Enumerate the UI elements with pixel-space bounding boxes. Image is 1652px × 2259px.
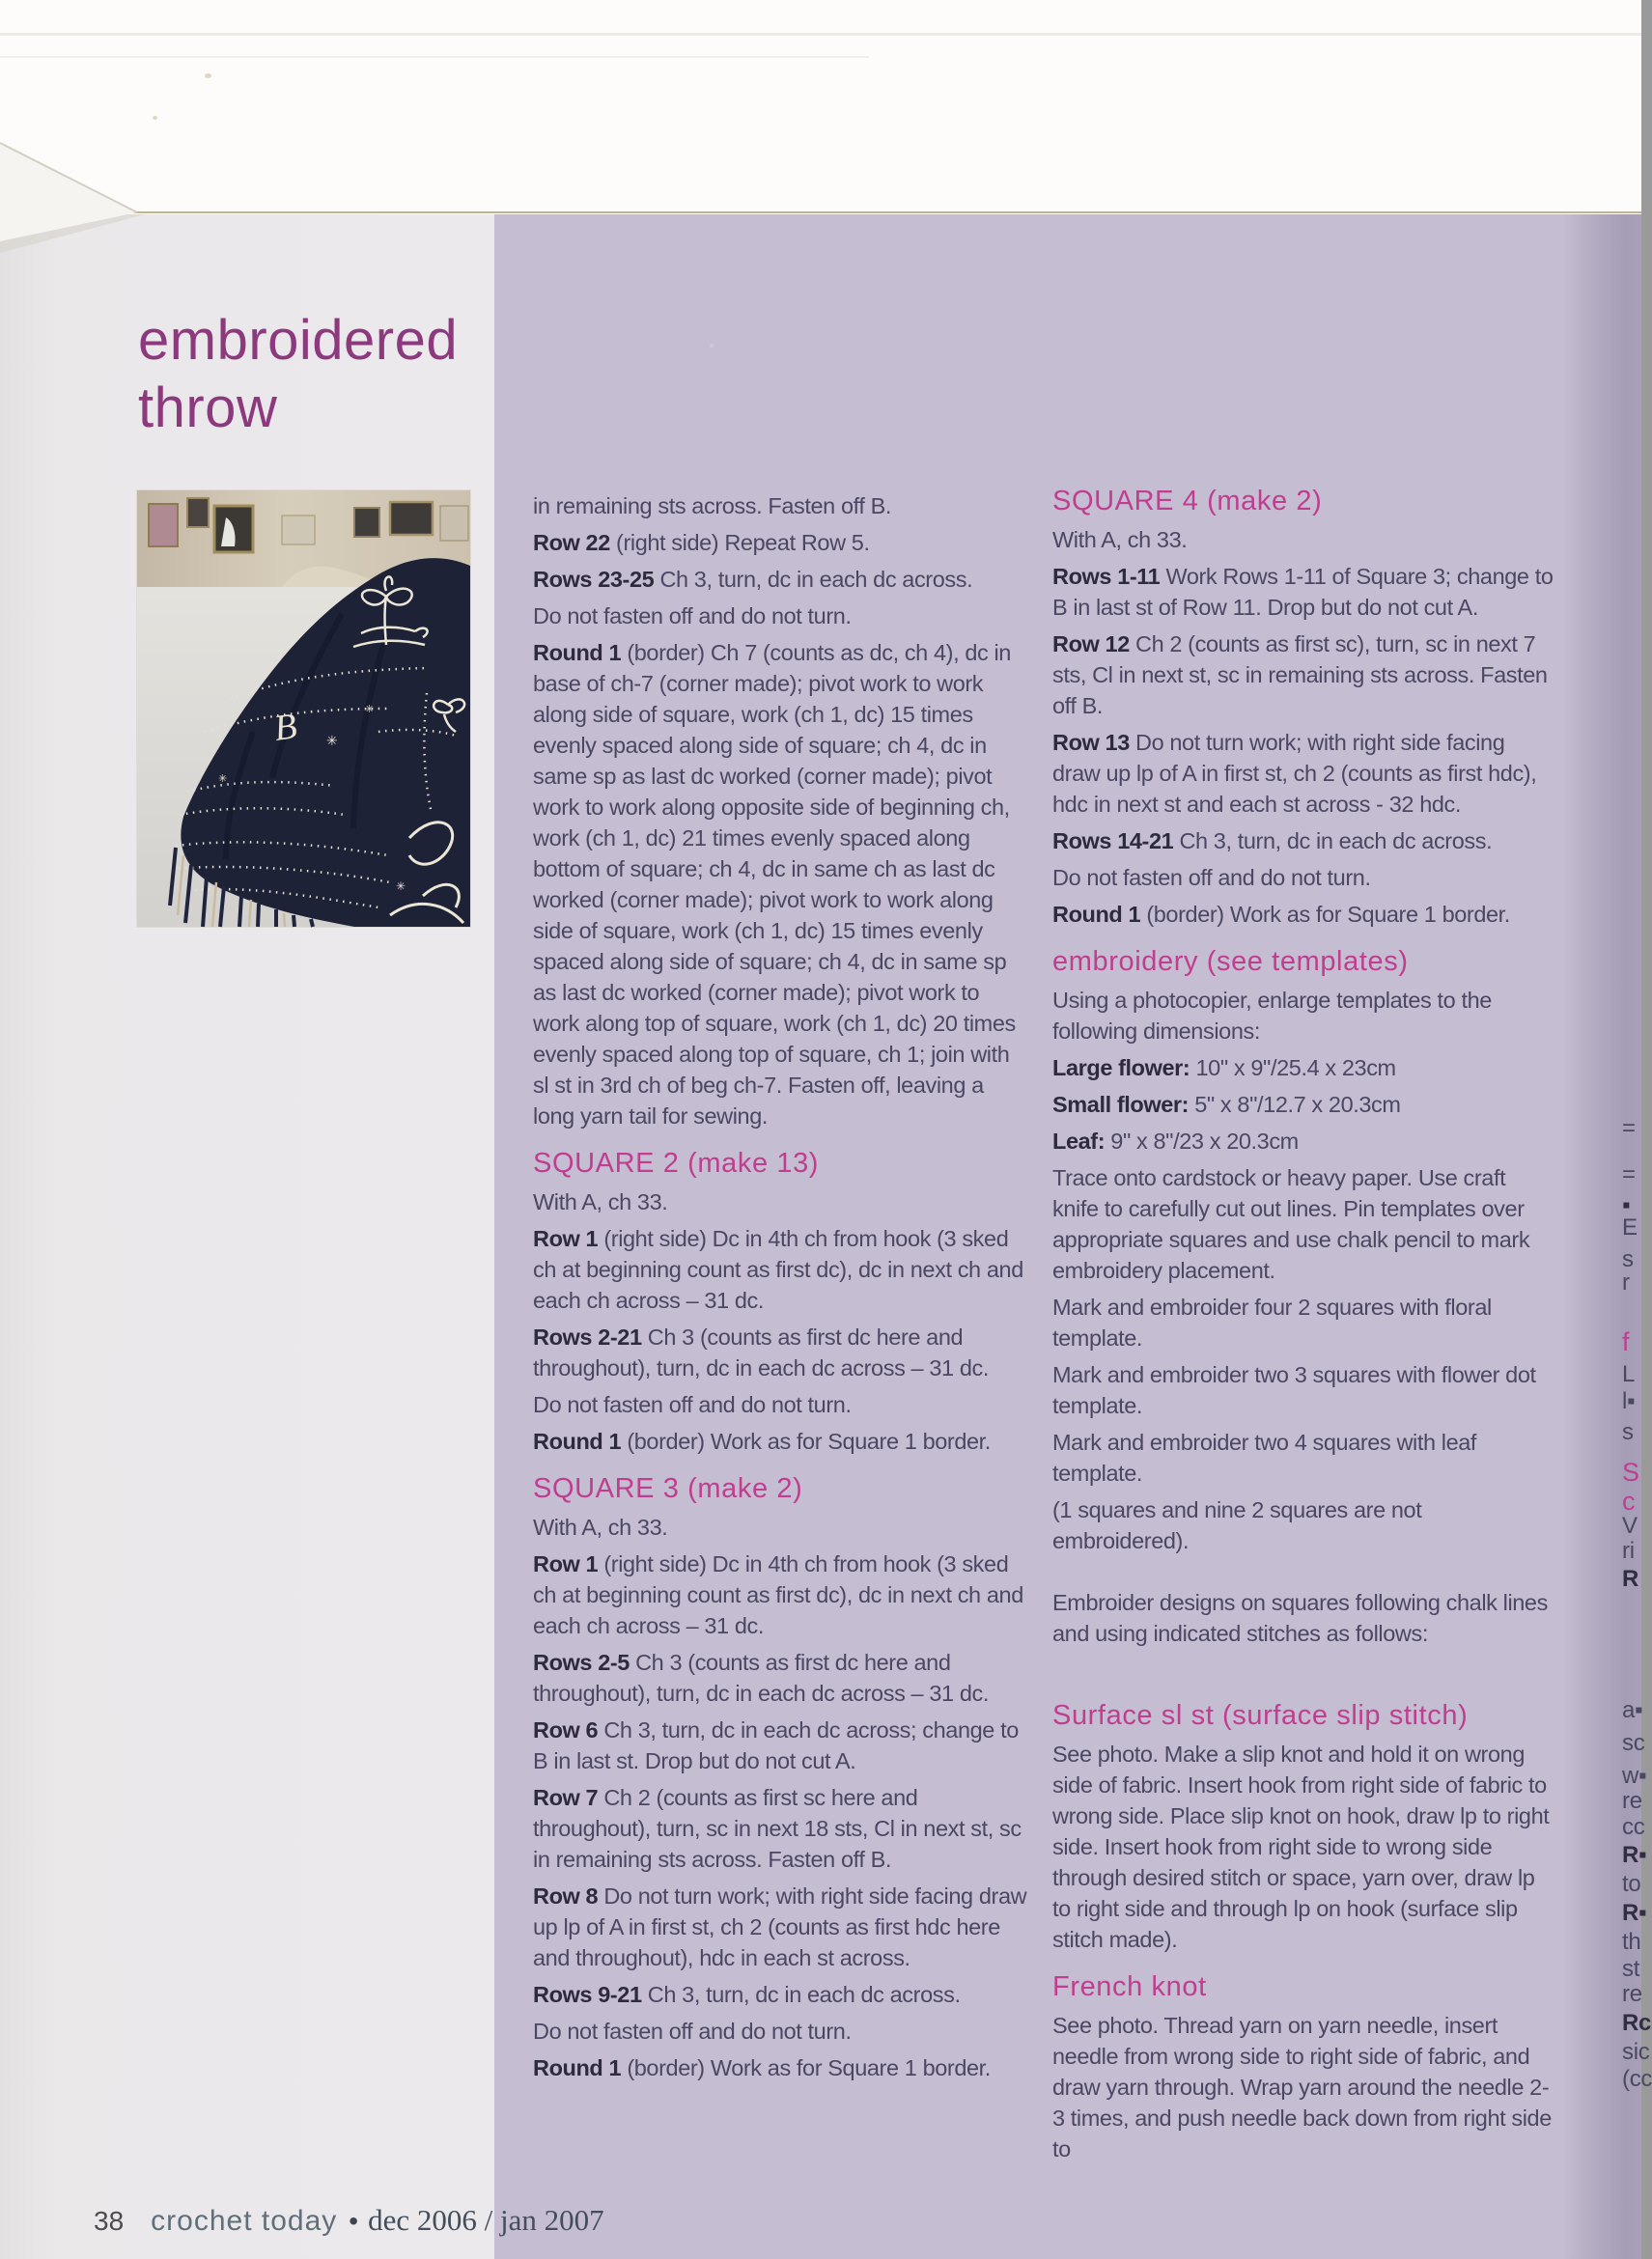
gutter-text-fragment: ri	[1622, 1538, 1635, 1564]
row-label: Row 7	[533, 1785, 604, 1810]
pattern-paragraph: See photo. Make a slip knot and hold it on wrong side of fabric. Insert hook from right side of fabric to wrong side. Place slip knot on hook, draw lp to right side. Insert hook from right side to wrong side through desired stitch or space, yarn over, draw lp to right side and through lp on hook (surface slip stitch made).	[1052, 1742, 1550, 1952]
pattern-paragraph: Round 1 (border) Work as for Square 1 border.	[1052, 902, 1510, 927]
svg-text:✳: ✳	[365, 704, 375, 715]
pattern-paragraph: Mark and embroider two 3 squares with flower dot template.	[1052, 1362, 1536, 1418]
pattern-paragraph: Do not fasten off and do not turn.	[533, 1392, 852, 1417]
gutter-text-fragment: S	[1622, 1458, 1639, 1487]
gutter-text-fragment: Rc	[1622, 2010, 1652, 2036]
row-label: Row 12	[1052, 631, 1136, 656]
gutter-text-fragment: st	[1622, 1956, 1640, 1982]
row-label: Row 1	[533, 1226, 604, 1251]
column-spacer	[1052, 1562, 1554, 1587]
gutter-text-fragment: l▪	[1622, 1388, 1636, 1414]
row-label: Row 8	[533, 1883, 604, 1909]
gutter-text-fragment: a▪	[1622, 1697, 1643, 1723]
row-label: Rows 1-11	[1052, 564, 1166, 589]
row-label: Leaf:	[1052, 1129, 1111, 1154]
svg-text:✳: ✳	[218, 773, 228, 785]
section-heading: SQUARE 4 (make 2)	[1052, 486, 1323, 516]
pattern-paragraph: Rows 2-5 Ch 3 (counts as first dc here and throughout), turn, dc in each dc across – 31 dc.	[533, 1650, 989, 1706]
pattern-paragraph: Row 1 (right side) Dc in 4th ch from hook (3 sked ch at beginning count as first dc), dc in next ch and each ch across – 31 dc.	[533, 1226, 1023, 1313]
pattern-paragraph: Row 1 (right side) Dc in 4th ch from hook (3 sked ch at beginning count as first dc), dc in next ch and each ch across – 31 dc.	[533, 1551, 1023, 1638]
gutter-text-fragment: ▪	[1622, 1192, 1631, 1218]
scan-speck	[710, 344, 714, 348]
magazine-title: crochet today	[151, 2205, 338, 2237]
row-label: Small flower:	[1052, 1092, 1195, 1117]
pattern-paragraph: Rows 23-25 Ch 3, turn, dc in each dc across.	[533, 567, 973, 592]
row-label: Row 1	[533, 1551, 604, 1576]
page-footer	[94, 2203, 604, 2238]
gutter-text-fragment: sc	[1622, 1730, 1645, 1756]
article-title	[138, 307, 486, 442]
article-title-line1: embroidered	[138, 309, 459, 372]
section-heading: SQUARE 3 (make 2)	[533, 1473, 803, 1504]
pattern-paragraph: Rows 14-21 Ch 3, turn, dc in each dc across.	[1052, 828, 1493, 853]
row-label: Row 22	[533, 530, 617, 555]
throw-photo-illustration	[137, 490, 470, 927]
gutter-text-fragment: R▪	[1622, 1900, 1647, 1926]
pattern-paragraph: in remaining sts across. Fasten off B.	[533, 493, 891, 518]
gutter-text-fragment: R▪	[1622, 1842, 1647, 1868]
pattern-paragraph: Round 1 (border) Ch 7 (counts as dc, ch 4), dc in base of ch-7 (corner made); pivot work to work along side of square, work (ch 1, dc) 15 times evenly spaced along side of square; ch 4, dc in same sp as last dc worked (corner made); pivot work to work along opposite side of beginning ch, work (ch 1, dc) 21 times evenly spaced along bottom of square; ch 4, dc in same ch as last dc worked (corner made); pivot work to work along side of square, work (ch 1, dc) 15 times evenly spaced along side of square; ch 4, dc in same sp as last dc worked (corner made); pivot work to work along top of square, work (ch 1, dc) 20 times evenly spaced along top of square, ch 1; join with sl st in 3rd ch of beg ch-7. Fasten off, leaving a long yarn tail for sewing.	[533, 640, 1016, 1129]
pattern-paragraph: Round 1 (border) Work as for Square 1 border.	[533, 2055, 991, 2080]
gutter-text-fragment: cc	[1622, 1814, 1645, 1840]
row-label: Round 1	[533, 1429, 628, 1454]
pattern-paragraph: Rows 1-11 Work Rows 1-11 of Square 3; change to B in last st of Row 11. Drop but do not cut A.	[1052, 564, 1554, 620]
section-heading: Surface sl st (surface slip stitch)	[1052, 1700, 1469, 1731]
article-title-line2: throw	[138, 376, 278, 439]
gutter-text-fragment: V	[1622, 1513, 1638, 1539]
gutter-text-fragment: s	[1622, 1246, 1634, 1272]
scan-speck	[205, 73, 211, 78]
pattern-paragraph: With A, ch 33.	[1052, 527, 1188, 552]
embroidered-monogram: B	[271, 706, 300, 749]
pattern-paragraph: Row 12 Ch 2 (counts as first sc), turn, sc in next 7 sts, Cl in next st, sc in remaining sts across. Fasten off B.	[1052, 631, 1548, 718]
pattern-paragraph: Small flower: 5" x 8"/12.7 x 20.3cm	[1052, 1092, 1401, 1117]
row-label: Rows 2-5	[533, 1650, 636, 1675]
scan-speck	[153, 116, 157, 120]
gutter-text-fragment: L	[1622, 1361, 1636, 1387]
gutter-text-fragment: sic	[1622, 2039, 1650, 2065]
pattern-paragraph: With A, ch 33.	[533, 1515, 668, 1540]
pattern-paragraph: (1 squares and nine 2 squares are not embroidered).	[1052, 1497, 1422, 1553]
section-heading: SQUARE 2 (make 13)	[533, 1148, 820, 1179]
svg-text:✳: ✳	[396, 879, 406, 893]
row-label: Rows 14-21	[1052, 828, 1180, 853]
column-spacer	[1052, 1655, 1554, 1684]
gutter-text-fragment: E	[1622, 1214, 1638, 1241]
pattern-paragraph: Do not fasten off and do not turn.	[533, 603, 852, 628]
row-label: Round 1	[533, 640, 628, 665]
gutter-text-fragment: R	[1622, 1566, 1639, 1592]
row-label: Round 1	[1052, 902, 1147, 927]
svg-text:✳: ✳	[326, 733, 338, 748]
gutter-text-fragment: s	[1622, 1419, 1634, 1445]
pattern-paragraph: Embroider designs on squares following chalk lines and using indicated stitches as follows:	[1052, 1590, 1548, 1646]
gutter-text-fragment: r	[1622, 1269, 1630, 1296]
page-top-edge	[118, 211, 1641, 213]
pattern-paragraph: Mark and embroider four 2 squares with floral template.	[1052, 1295, 1492, 1351]
pattern-paragraph: See photo. Thread yarn on yarn needle, insert needle from wrong side to right side of fabric, and draw yarn through. Wrap yarn around the needle 2-3 times, and push needle back down from right side to	[1052, 2013, 1552, 2161]
section-heading: French knot	[1052, 1971, 1207, 2002]
pattern-column-left	[533, 490, 1030, 2089]
issue-date: dec 2006 / jan 2007	[368, 2203, 604, 2237]
gutter-text-fragment: (cc	[1622, 2066, 1652, 2092]
gutter-text-fragment: to	[1622, 1871, 1641, 1897]
section-heading: embroidery (see templates)	[1052, 946, 1409, 977]
pattern-paragraph: Row 6 Ch 3, turn, dc in each dc across; change to B in last st. Drop but do not cut A.	[533, 1717, 1019, 1773]
pattern-paragraph: Large flower: 10" x 9"/25.4 x 23cm	[1052, 1055, 1396, 1080]
pattern-paragraph: With A, ch 33.	[533, 1189, 668, 1214]
gutter-text-fragment: w▪	[1622, 1763, 1647, 1789]
pattern-paragraph: Round 1 (border) Work as for Square 1 border.	[533, 1429, 991, 1454]
row-label: Large flower:	[1052, 1055, 1196, 1080]
pattern-paragraph: Do not fasten off and do not turn.	[533, 2019, 852, 2044]
gutter-text-fragment: =	[1622, 1115, 1636, 1141]
gutter-text-fragment: c	[1622, 1487, 1636, 1516]
gutter-text-fragment: re	[1622, 1788, 1642, 1814]
gutter-text-fragment: th	[1622, 1929, 1641, 1955]
pattern-paragraph: Row 13 Do not turn work; with right side facing draw up lp of A in first st, ch 2 (counts as first hdc), hdc in next st and each st across - 32 hdc.	[1052, 730, 1537, 817]
gutter-text-fragment: f	[1622, 1327, 1630, 1356]
pattern-paragraph: Row 22 (right side) Repeat Row 5.	[533, 530, 870, 555]
pattern-paragraph: Using a photocopier, enlarge templates to the following dimensions:	[1052, 988, 1492, 1044]
gutter-text-fragment: =	[1622, 1161, 1636, 1187]
row-label: Rows 2-21	[533, 1325, 648, 1350]
pattern-paragraph: Rows 2-21 Ch 3 (counts as first dc here and throughout), turn, dc in each dc across – 31 dc.	[533, 1325, 989, 1380]
pattern-paragraph: Do not fasten off and do not turn.	[1052, 865, 1371, 890]
row-label: Round 1	[533, 2055, 628, 2080]
footer-bullet: •	[349, 2206, 359, 2236]
pattern-paragraph: Rows 9-21 Ch 3, turn, dc in each dc across.	[533, 1982, 961, 2007]
page-number: 38	[94, 2206, 125, 2236]
throw-photo	[137, 490, 470, 927]
pattern-paragraph: Leaf: 9" x 8"/23 x 20.3cm	[1052, 1129, 1299, 1154]
pattern-paragraph: Row 8 Do not turn work; with right side facing draw up lp of A in first st, ch 2 (counts as first hdc here and throughout), hdc in each st across.	[533, 1883, 1027, 1970]
page-corner-fold	[0, 0, 251, 270]
row-label: Rows 23-25	[533, 567, 660, 592]
pattern-paragraph: Trace onto cardstock or heavy paper. Use craft knife to carefully cut out lines. Pin templates over appropriate squares and use chalk pencil to mark embroidery placement.	[1052, 1165, 1530, 1283]
row-label: Rows 9-21	[533, 1982, 648, 2007]
pattern-column-right	[1052, 483, 1554, 2170]
gutter-text-fragment: re	[1622, 1981, 1642, 2007]
row-label: Row 13	[1052, 730, 1136, 755]
pattern-paragraph: Row 7 Ch 2 (counts as first sc here and throughout), turn, sc in next 18 sts, Cl in next st, sc in remaining sts across. Fasten off B.	[533, 1785, 1022, 1872]
pattern-paragraph: Mark and embroider two 4 squares with leaf template.	[1052, 1430, 1477, 1486]
row-label: Row 6	[533, 1717, 604, 1743]
